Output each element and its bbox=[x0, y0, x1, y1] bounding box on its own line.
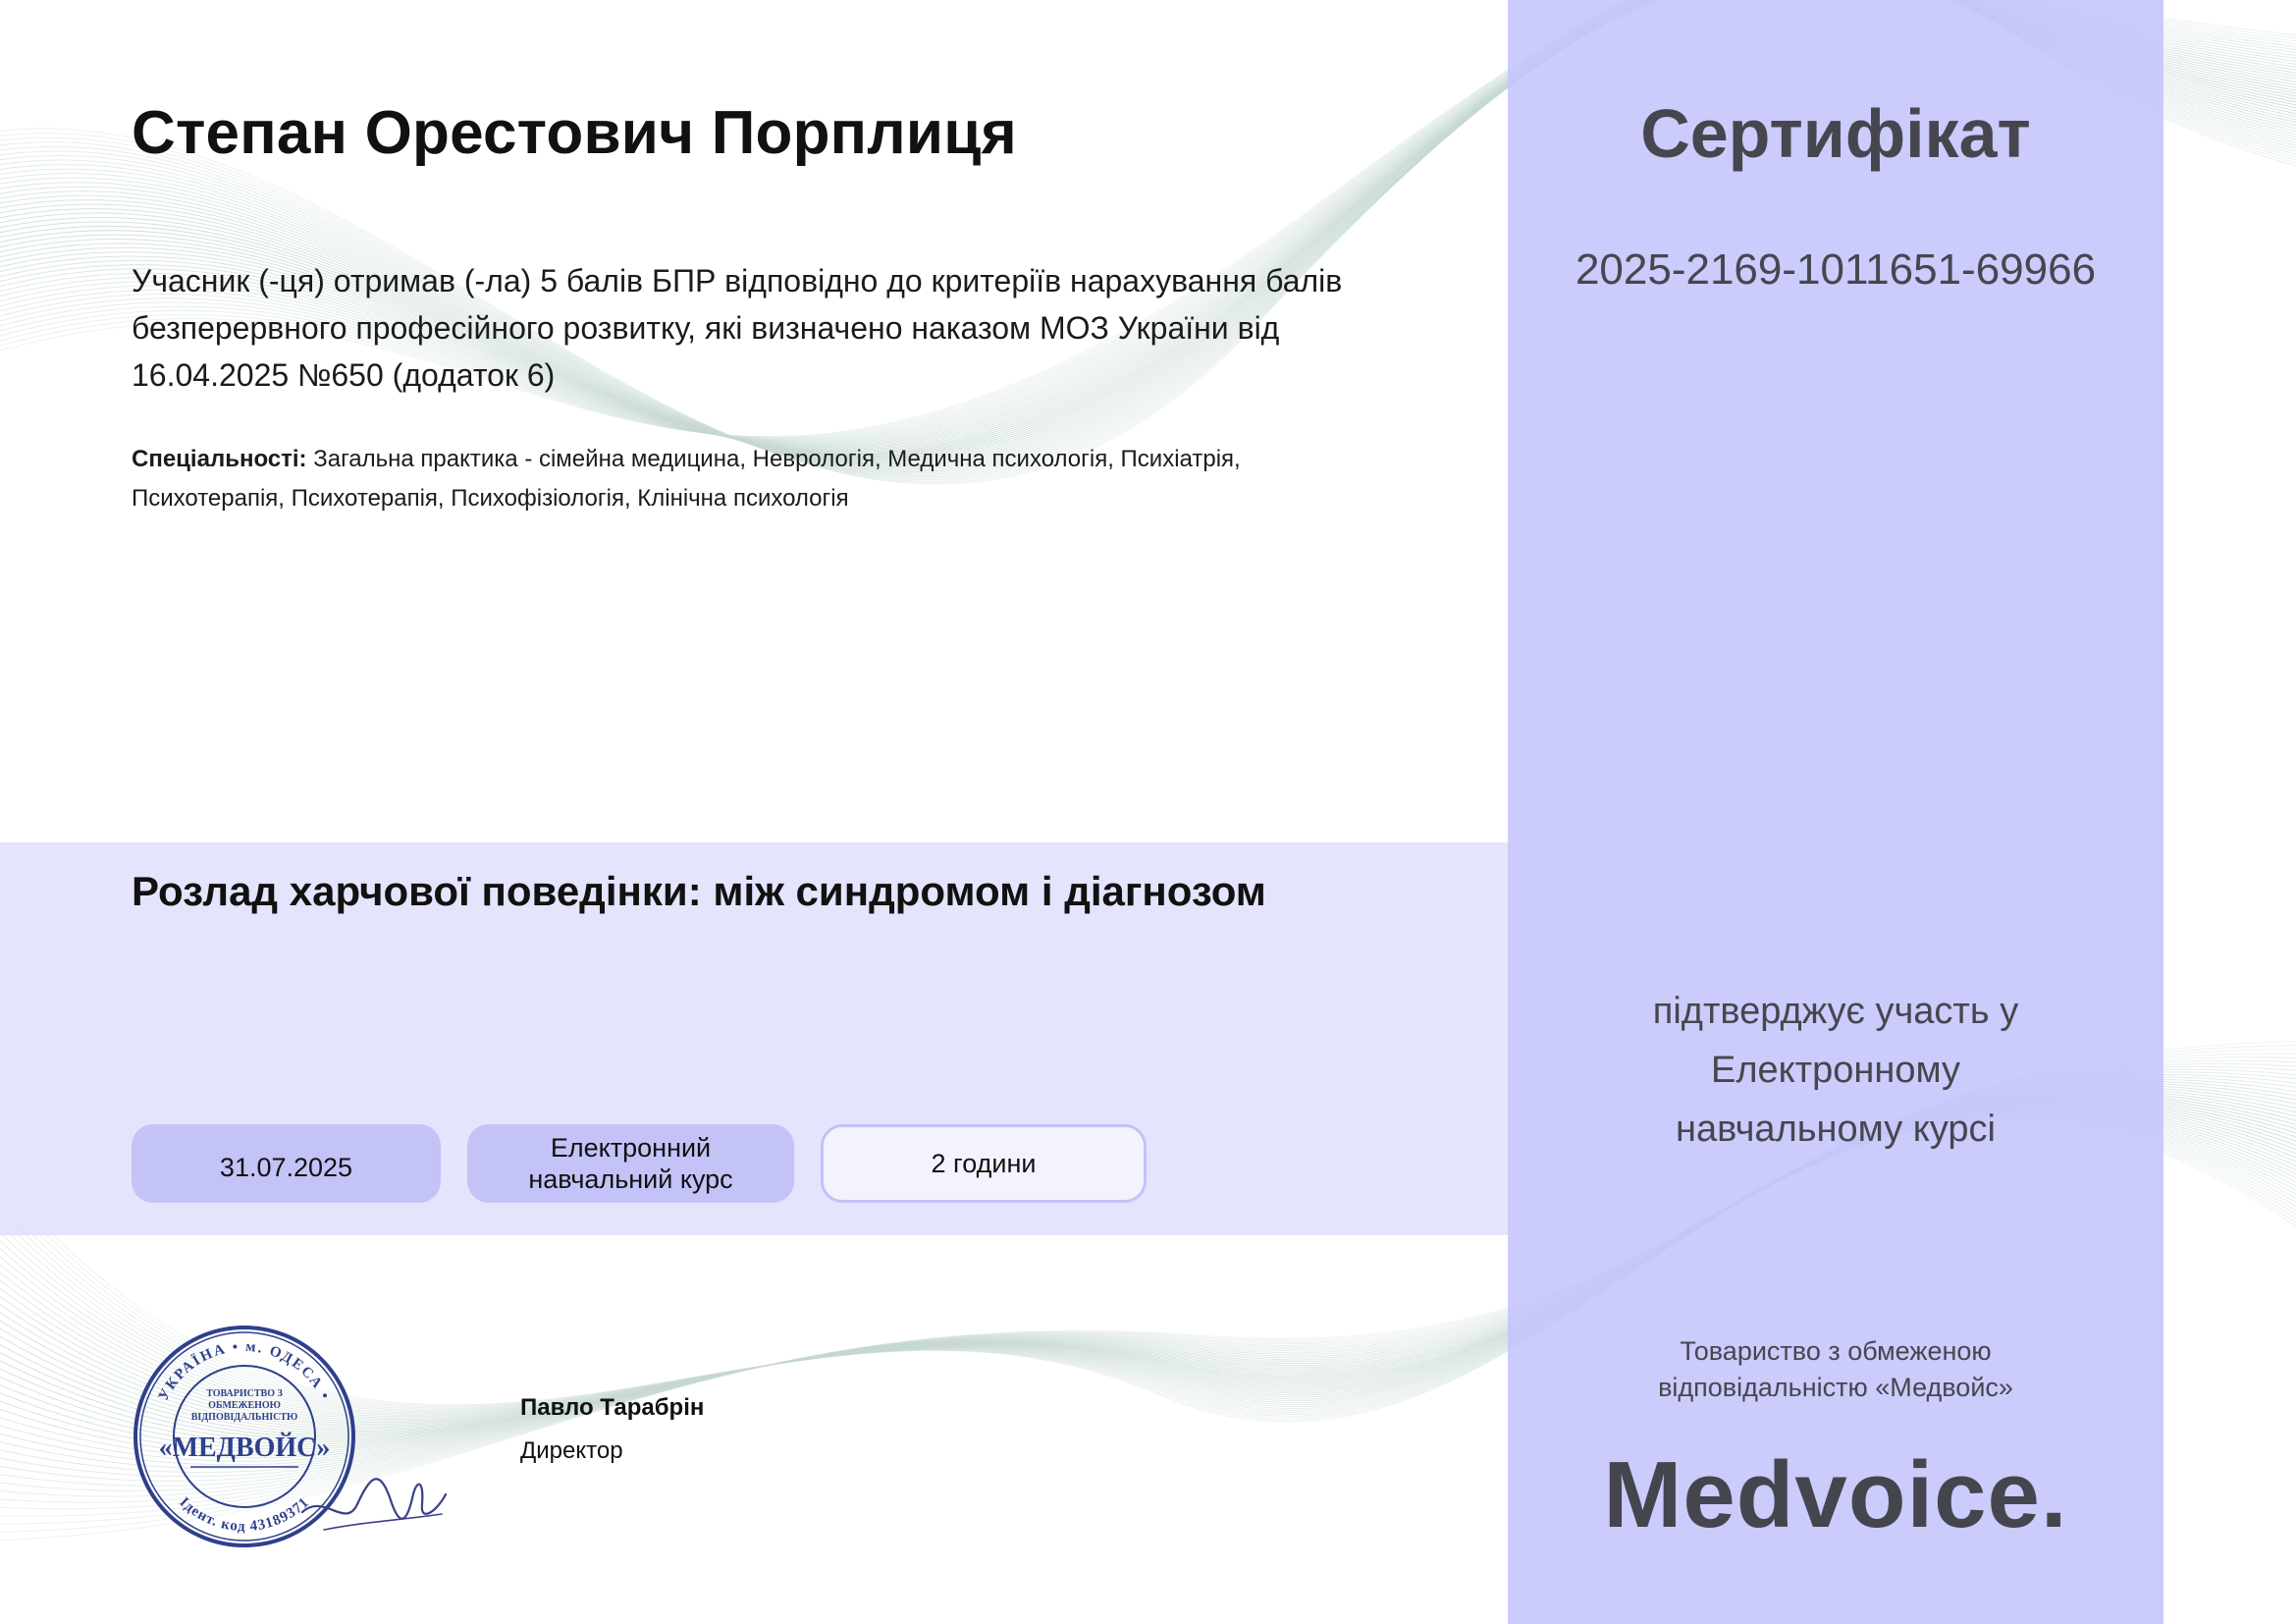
course-duration-badge bbox=[821, 1124, 1147, 1203]
certificate-title: Сертифікат bbox=[1640, 95, 2031, 172]
course-title: Розлад харчової поведінки: між синдромом і діагнозом bbox=[132, 868, 1266, 914]
certificate-number: 2025-2169-1011651-69966 bbox=[1575, 245, 2097, 294]
director-signature bbox=[294, 1435, 452, 1553]
specialties-label: Спеціальності: bbox=[132, 446, 307, 472]
company-stamp: УКРАЇНА • м. ОДЕСА • Ідент. код 43189371 ТОВАРИСТВО З ОБМЕЖЕНОЮ ВІДПОВІДАЛЬНІСТЮ «МЕДВОЙС» bbox=[132, 1324, 357, 1549]
recipient-name: Степан Орестович Порплиця bbox=[132, 99, 1017, 167]
course-date-badge bbox=[132, 1124, 441, 1203]
svg-text:«МЕДВОЙС»: «МЕДВОЙС» bbox=[158, 1433, 331, 1463]
confirmation-text: підтверджує участь у Електронному навчальному курсі bbox=[1652, 991, 2019, 1150]
specialties-list: Загальна практика - сімейна медицина, Неврологія, Медична психологія, Психіатрія, Психотерапія, Психотерапія, Психофізіологія, Клінічна психологія bbox=[132, 446, 1241, 512]
organization-name: Товариство з обмеженою відповідальністю «Медвойс» bbox=[1658, 1336, 2013, 1402]
svg-text:УКРАЇНА • м. ОДЕСА •: УКРАЇНА • м. ОДЕСА • bbox=[155, 1338, 334, 1404]
specialties bbox=[132, 440, 1368, 518]
points-statement: Учасник (-ця) отримав (-ла) 5 балів БПР відповідно до критеріїв нарахування балів безперервного професійного розвитку, які визначено наказом МОЗ України від 16.04.2025 №650 (додаток 6) bbox=[132, 263, 1343, 393]
course-type: Електронний навчальний курс bbox=[528, 1133, 733, 1194]
director-name: Павло Тарабрін bbox=[520, 1394, 705, 1421]
director-title: Директор bbox=[520, 1437, 623, 1464]
course-duration: 2 години bbox=[931, 1149, 1037, 1178]
course-type-badge bbox=[467, 1124, 794, 1203]
medvoice-logo: Medvoice. bbox=[1603, 1442, 2068, 1547]
svg-text:Ідент. код 43189371: Ідент. код 43189371 bbox=[176, 1494, 313, 1536]
course-date: 31.07.2025 bbox=[219, 1153, 353, 1182]
